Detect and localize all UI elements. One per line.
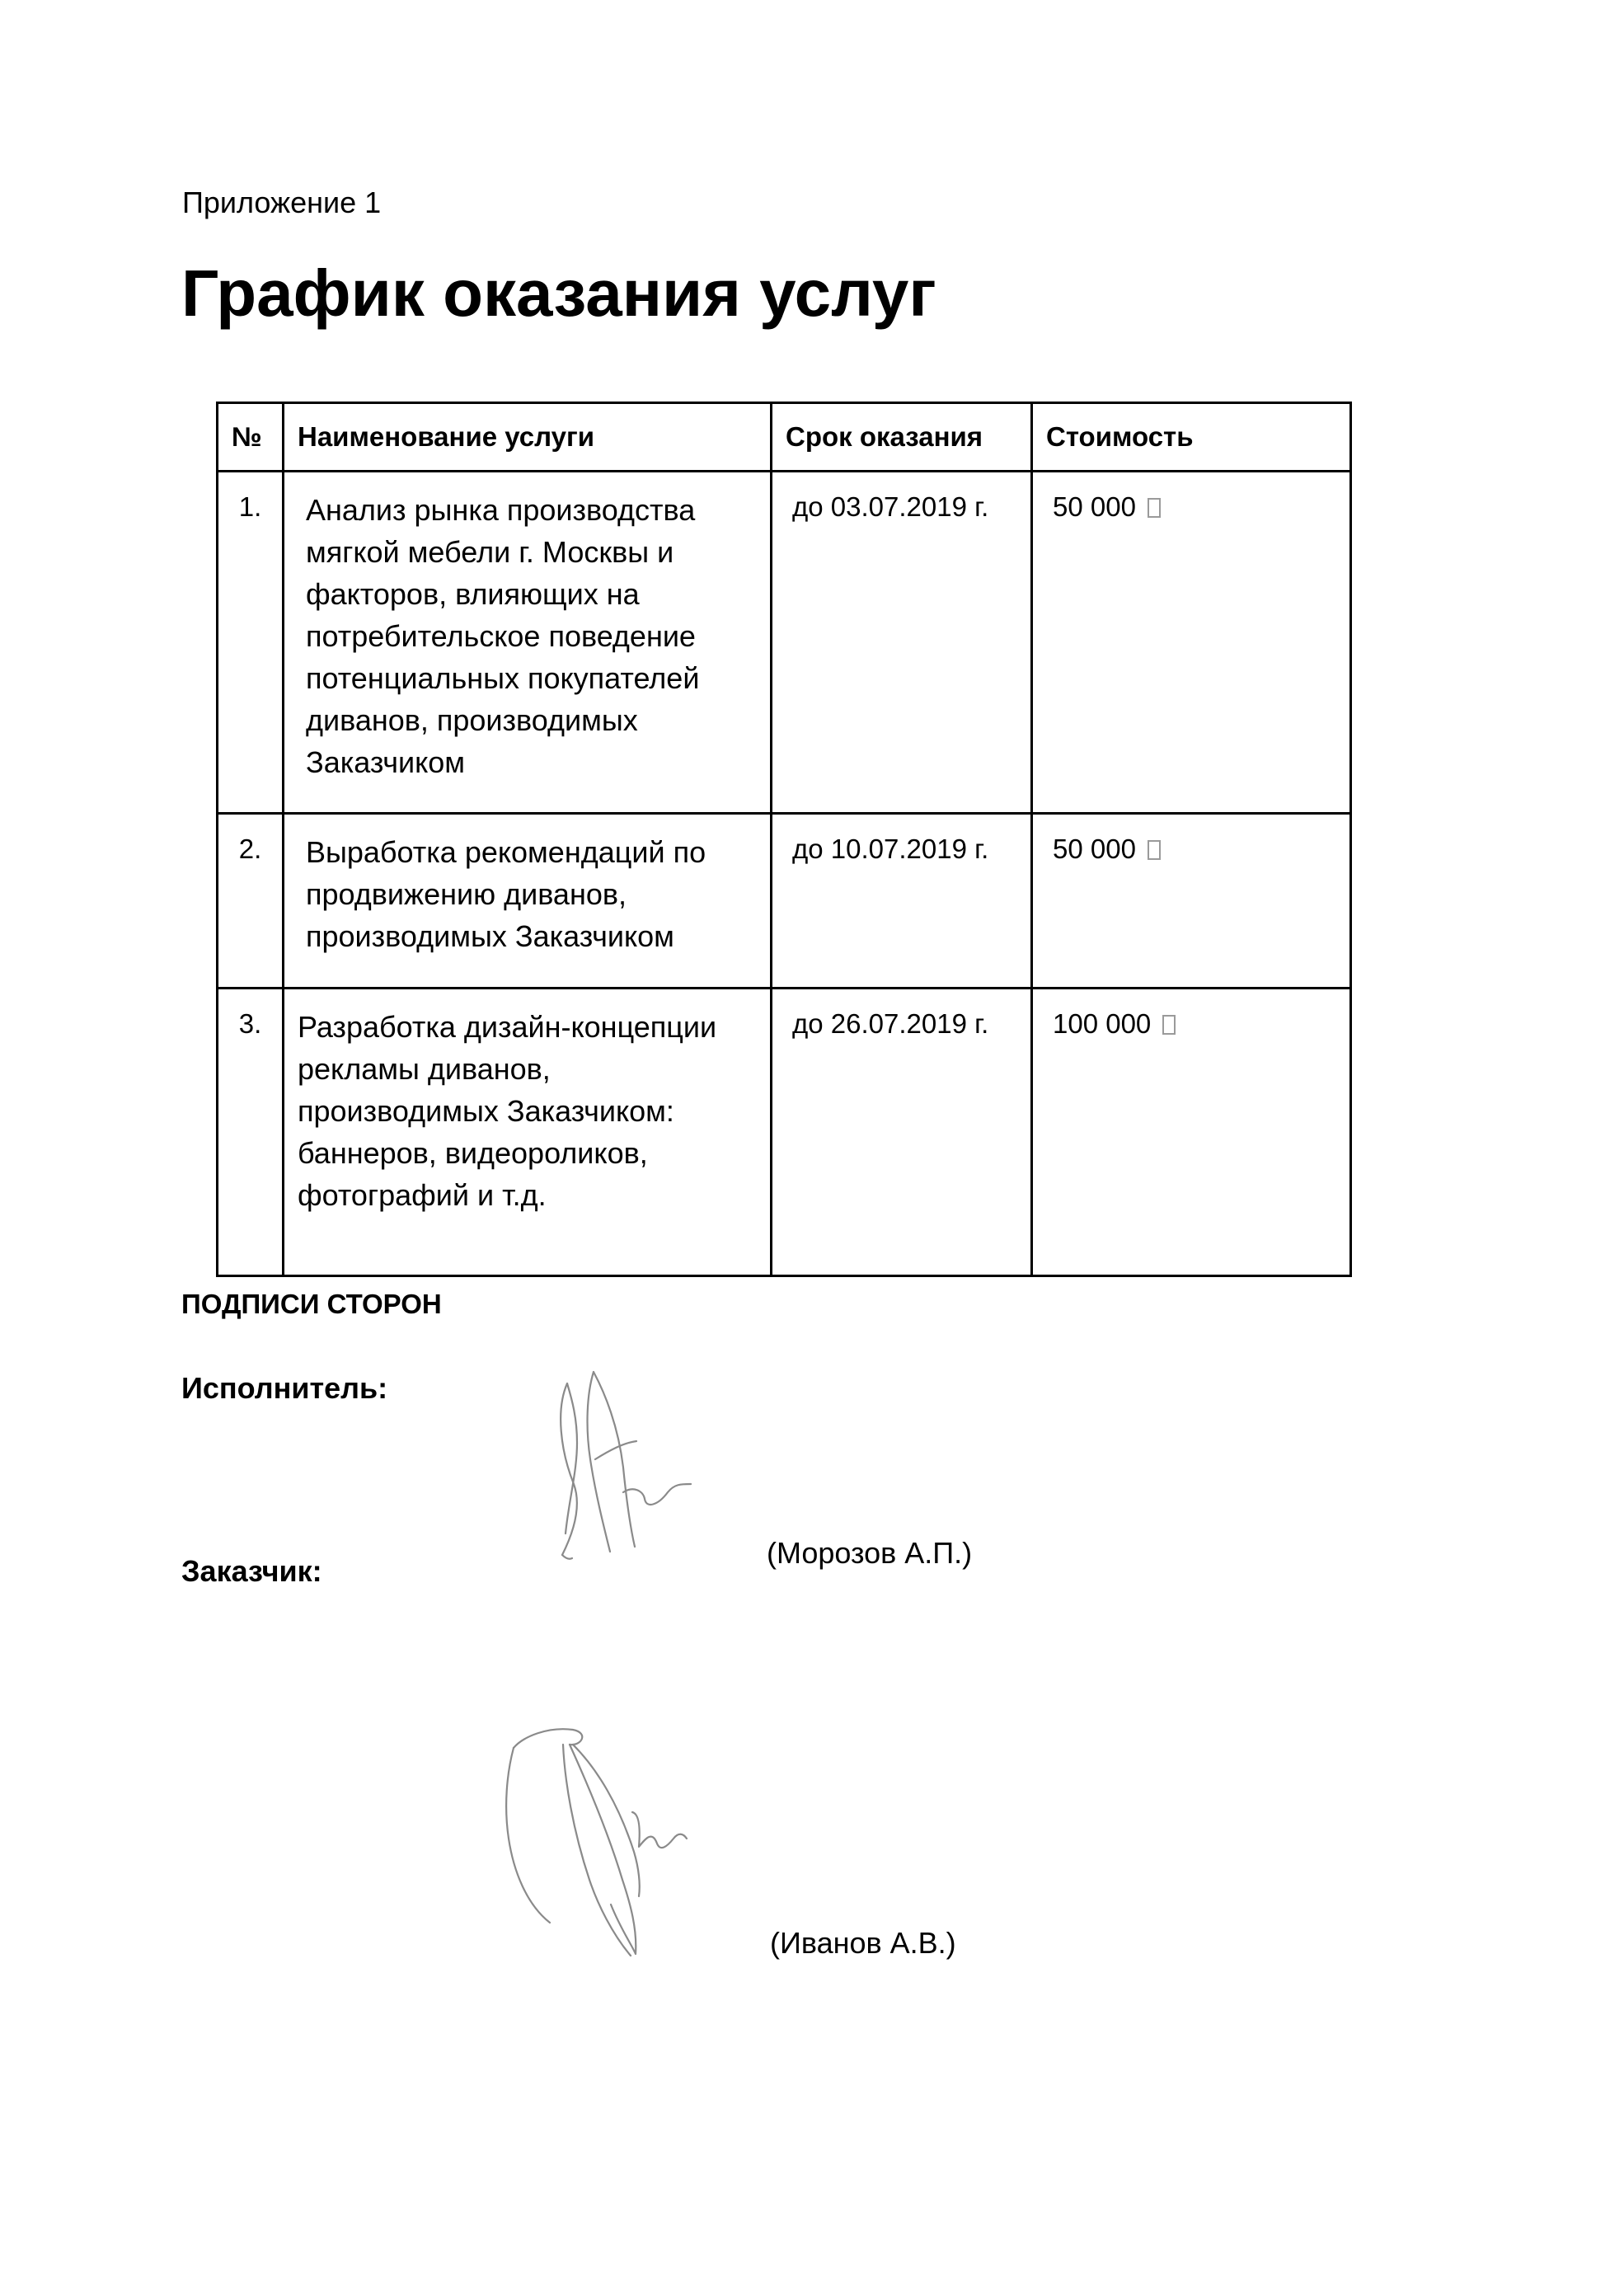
missing-currency-glyph-icon (1148, 498, 1161, 518)
executor-name: (Морозов А.П.) (767, 1536, 973, 1570)
table-header-row (218, 403, 1351, 472)
page-title: График оказания услуг (181, 256, 936, 330)
services-schedule-table (216, 402, 1352, 1277)
customer-name: (Иванов А.В.) (770, 1926, 956, 1960)
customer-signature (499, 1707, 697, 1970)
signatures-title: ПОДПИСИ СТОРОН (181, 1289, 442, 1319)
row-number: 3. (218, 989, 284, 1276)
service-cost-cell (1032, 472, 1351, 814)
table-row (218, 989, 1351, 1276)
header-service-name: Наименование услуги (284, 403, 772, 472)
service-name: Анализ рынка производства мягкой мебели г. Москвы и факторов, влияющих на потребительское поведение потенциальных покупателей диванов, производимых Заказчиком (284, 472, 772, 814)
missing-currency-glyph-icon (1162, 1015, 1176, 1035)
missing-currency-glyph-icon (1148, 840, 1161, 860)
row-number: 1. (218, 472, 284, 814)
header-term: Срок оказания (772, 403, 1032, 472)
table-row (218, 814, 1351, 989)
row-number: 2. (218, 814, 284, 989)
service-cost-cell (1032, 814, 1351, 989)
service-cost-cell (1032, 989, 1351, 1276)
customer-label: Заказчик: (181, 1554, 322, 1588)
service-name: Выработка рекомендаций по продвижению диванов, производимых Заказчиком (284, 814, 772, 989)
executor-label: Исполнитель: (181, 1371, 388, 1405)
service-term: до 03.07.2019 г. (772, 472, 1032, 814)
executor-signature (544, 1360, 709, 1575)
table-row (218, 472, 1351, 814)
service-term: до 26.07.2019 г. (772, 989, 1032, 1276)
service-name: Разработка дизайн-концепции рекламы диванов, производимых Заказчиком: баннеров, видеороликов, фотографий и т.д. (284, 989, 772, 1276)
header-cost: Стоимость (1032, 403, 1351, 472)
service-term: до 10.07.2019 г. (772, 814, 1032, 989)
appendix-label: Приложение 1 (182, 186, 382, 219)
service-cost: 50 000 (1053, 834, 1136, 864)
service-cost: 50 000 (1053, 491, 1136, 522)
header-num: № (218, 403, 284, 472)
service-cost: 100 000 (1053, 1008, 1152, 1039)
